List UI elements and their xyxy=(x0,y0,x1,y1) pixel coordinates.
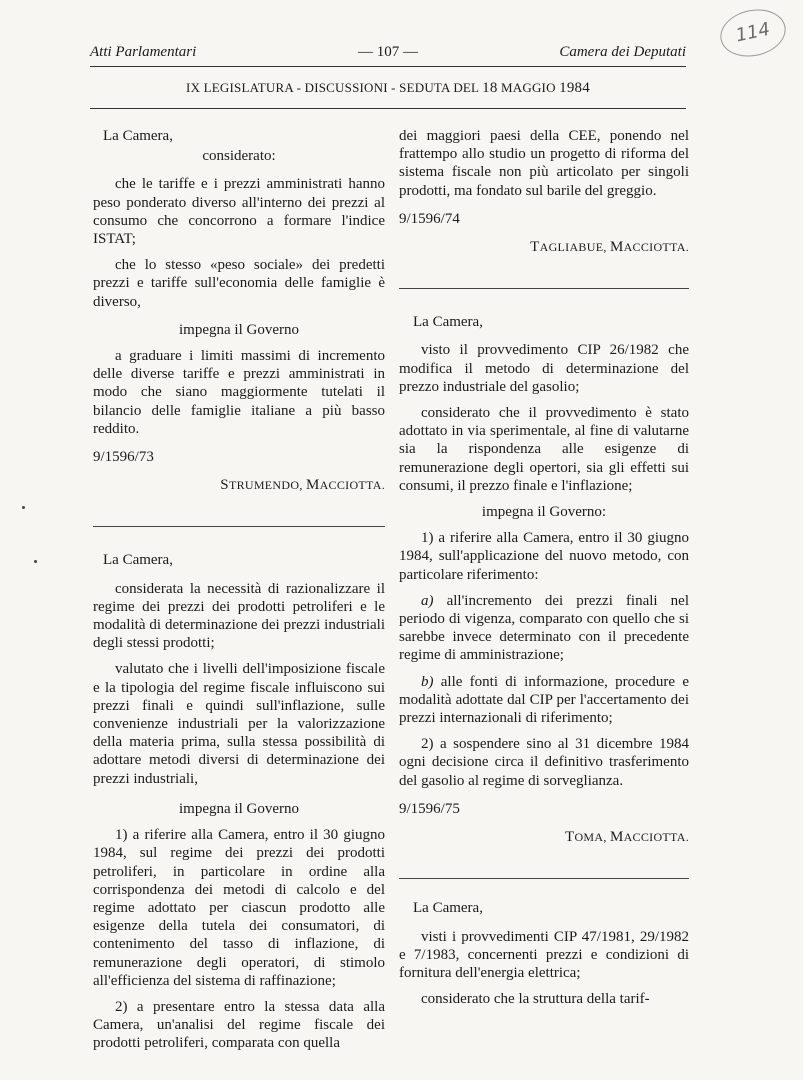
point-b-letter: b) xyxy=(421,673,434,690)
motion-75-point-2: 2) a sospendere sino al 31 dicembre 1984 ogni decisione circa il definitivo trasferimento del gasolio al regime di sorveglianza. xyxy=(399,736,689,789)
motion-74-signatories xyxy=(399,238,689,256)
motion-74-sig-text: TAGLIABUE, MACCIOTTA. xyxy=(530,239,689,256)
motion-divider xyxy=(399,878,689,879)
motion-75-sig-text: TOMA, MACCIOTTA. xyxy=(564,829,689,846)
left-column xyxy=(93,127,385,1061)
page-header xyxy=(90,44,686,66)
header-right: Camera dei Deputati xyxy=(559,44,686,60)
motion-74-point-2: 2) a presentare entro la stessa data alla Camera, un'analisi del regime fiscale dei prodotti petroliferi, comparata con quella xyxy=(93,998,385,1052)
motion-75-point-1: 1) a riferire alla Camera, entro il 30 giugno 1984, sull'applicazione del nuovo metodo, con particolare riferimento: xyxy=(399,530,689,583)
page-number: — 107 — xyxy=(358,44,418,60)
point-b-text: alle fonti di informazione, procedure e modalità adottate dal CIP per l'accertamento dei prezzi internazionali di riferimento; xyxy=(399,673,689,727)
motion-73-sig-text: STRUMENDO, MACCIOTTA. xyxy=(220,477,385,494)
motion-75-ref: 9/1596/75 xyxy=(399,800,460,817)
motion-74-impegna: impegna il Governo xyxy=(179,800,299,817)
motion-75-impegna: impegna il Governo: xyxy=(481,504,607,521)
point-a-letter: a) xyxy=(421,592,434,609)
motion-73-ref: 9/1596/73 xyxy=(93,449,154,466)
motion-76-clause-2: considerato che la struttura della tarif- xyxy=(421,991,650,1008)
motion-75-point-b xyxy=(399,673,689,728)
motion-73-clause-2: che lo stesso «peso sociale» dei predetti prezzi e tariffe sull'economia delle famiglie è diverso, xyxy=(93,257,385,310)
right-column xyxy=(399,127,689,1016)
scan-mark xyxy=(34,560,37,563)
motion-74-point-1: 1) a riferire alla Camera, entro il 30 giugno 1984, sul regime dei prezzi dei prodotti petroliferi, in particolare in ordine alla corrispondenza dei metodi di calcolo e del regime adottato per ciascun prodotto alle esigenze della tutela dei consumatori, di contenimento del tasso di inflazione, di remunerazione degli operatori, di stimolo all'efficienza del sistema di raffinazione; xyxy=(93,827,385,989)
motion-73-signatories xyxy=(93,476,385,494)
motion-75-intro: La Camera, xyxy=(413,314,483,331)
session-month: MAGGIO xyxy=(497,80,560,95)
motion-76-clause-1: visti i provvedimenti CIP 47/1981, 29/1982 e 7/1983, concernenti prezzi e condizioni di fornitura dell'energia elettrica; xyxy=(399,928,689,981)
motion-75-clause-1: visto il provvedimento CIP 26/1982 che modifica il metodo di determinazione del prezzo industriale del gasolio; xyxy=(399,342,689,395)
motion-divider xyxy=(399,288,689,289)
motion-73-action: a graduare i limiti massimi di incremento delle diverse tariffe e prezzi amministrati in modo che siano maggiormente tutelati il bilancio delle famiglie italiane a più basso reddito. xyxy=(93,348,385,437)
motion-74-continuation: dei maggiori paesi della CEE, ponendo nel frattempo allo studio un progetto di riforma del sistema fiscale non più articolato per singoli prodotti, ma fondato sul barile del greggio. xyxy=(399,128,689,199)
point-a-text: all'incremento dei prezzi finali nel periodo di vigenza, comparato con quello che si sarebbe invece determinato con il precedente regime di amministrazione; xyxy=(399,592,689,664)
session-year: 1984 xyxy=(559,80,590,96)
scan-mark xyxy=(22,506,25,509)
motion-divider xyxy=(93,526,385,527)
motion-73-impegna: impegna il Governo xyxy=(179,321,299,338)
motion-73-clause-1: che le tariffe e i prezzi amministrati hanno peso ponderato diverso all'interno dei prezzi al consumo che concorrono a formare l'indice ISTAT; xyxy=(93,176,385,248)
handwritten-annotation: 114 xyxy=(716,4,790,63)
motion-73-intro: La Camera, xyxy=(103,128,173,144)
motion-75-point-a xyxy=(399,592,689,665)
motion-74-clause-1: considerata la necessità di razionalizzare il regime dei prezzi dei prodotti petroliferi e le modalità di determinazione dei prezzi industriali degli stessi prodotti; xyxy=(93,580,385,652)
motion-75-signatories xyxy=(399,828,689,846)
session-day: 18 xyxy=(482,80,498,96)
subheader-rule xyxy=(90,108,686,109)
header-left: Atti Parlamentari xyxy=(90,44,197,60)
motion-74-ref: 9/1596/74 xyxy=(399,210,460,227)
header-rule xyxy=(90,66,686,67)
motion-73-considerato: considerato: xyxy=(202,148,276,165)
session-prefix: IX LEGISLATURA - DISCUSSIONI - SEDUTA DEL xyxy=(186,80,483,95)
motion-74-clause-2: valutato che i livelli dell'imposizione fiscale e la tipologia del regime fiscale influiscono sui prezzi finali e quindi sull'inflazione, sulle convenienze industriali per la valorizzazione della materia prima, sulla stessa possibilità di adottare metodi diversi di determinazione dei prezzi industriali, xyxy=(93,661,385,787)
motion-75-clause-2: considerato che il provvedimento è stato adottato in via sperimentale, al fine di valutarne sia la rispondenza alle esigenze di remunerazione degli opertori, sia gli effetti sui consumi, il prezzo finale e l'inflazione; xyxy=(399,405,689,494)
motion-74-intro: La Camera, xyxy=(103,552,173,569)
session-line xyxy=(90,80,686,97)
motion-76-intro: La Camera, xyxy=(413,900,483,917)
